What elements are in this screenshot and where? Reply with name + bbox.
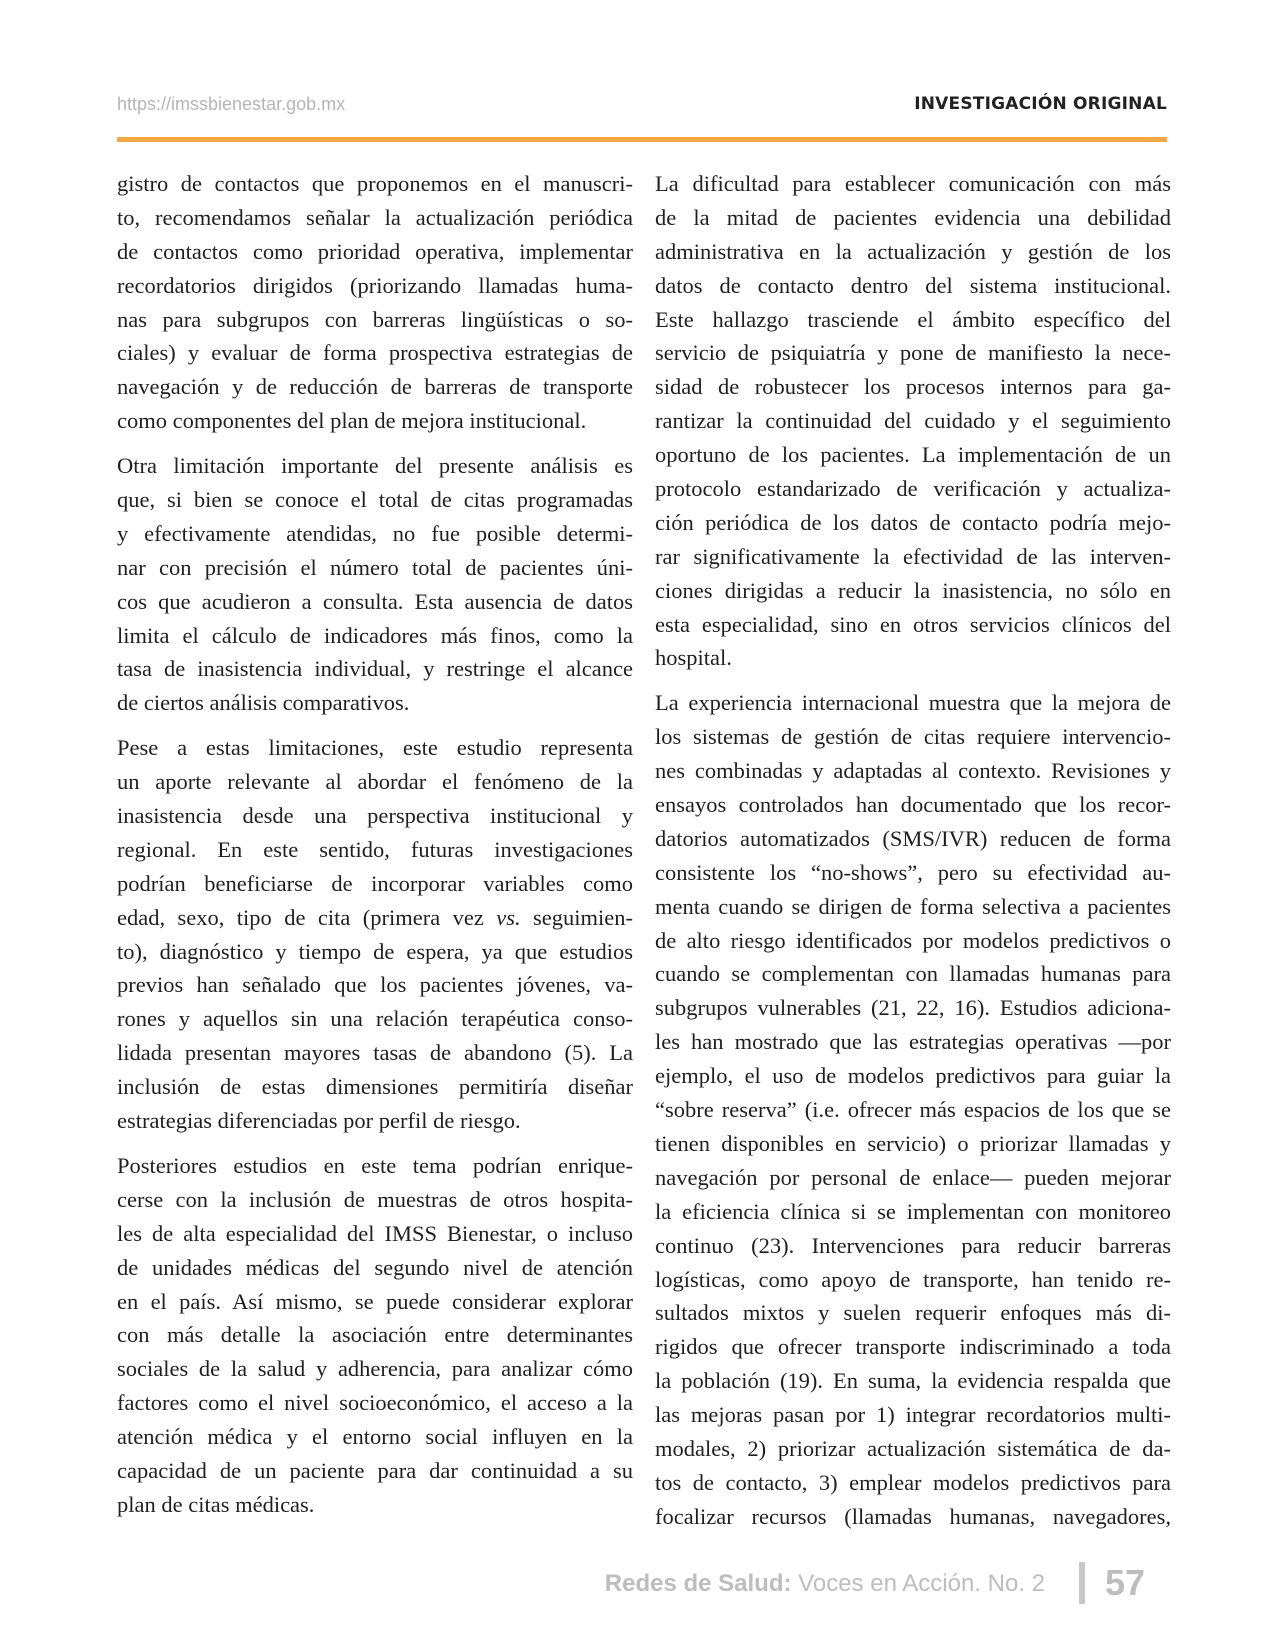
text-line: inclusión de estas dimensiones permitiría diseñar: [117, 1074, 633, 1100]
section-label: INVESTIGACIÓN ORIGINAL: [914, 94, 1167, 114]
text-line: atención médica y el entorno social influyen en la: [117, 1424, 633, 1450]
text-line: capacidad de un paciente para dar continuidad a su: [117, 1457, 633, 1483]
text-line: cuando se complementan con llamadas humanas para: [655, 961, 1171, 987]
text-line: protocolo estandarizado de verificación y actualiza-: [655, 476, 1171, 502]
text-line: rar significativamente la efectividad de las interven-: [655, 543, 1171, 569]
text-line: estrategias diferenciadas por perfil de riesgo.: [117, 1108, 521, 1134]
journal-name: Redes de Salud:: [604, 1570, 792, 1597]
text-line: inasistencia desde una perspectiva institucional y: [117, 803, 633, 829]
text-line: to, recomendamos señalar la actualización periódica: [117, 204, 633, 230]
text-line: rones y aquellos sin una relación terapéutica conso-: [117, 1006, 633, 1032]
text-line: focalizar recursos (llamadas humanas, navegadores,: [655, 1503, 1171, 1529]
text-line: plan de citas médicas.: [117, 1491, 315, 1517]
text-line: regional. En este sentido, futuras investigaciones: [117, 836, 633, 862]
text-line: los sistemas de gestión de citas requiere intervencio-: [655, 724, 1171, 750]
text-line: la población (19). En suma, la evidencia respalda que: [655, 1368, 1171, 1394]
text-line: hospital.: [655, 645, 732, 671]
text-line: factores como el nivel socioeconómico, el acceso a la: [117, 1390, 633, 1416]
text-line: modales, 2) priorizar actualización sistemática de da-: [655, 1435, 1171, 1461]
text-line: Otra limitación importante del presente análisis es: [117, 453, 633, 479]
paragraph: [655, 167, 1171, 675]
text-line: La dificultad para establecer comunicación con más: [655, 171, 1171, 196]
text-line: oportuno de los pacientes. La implementación de un: [655, 442, 1171, 468]
text-line: ciones dirigidas a reducir la inasistencia, no sólo en: [655, 577, 1171, 603]
text-line: tos de contacto, 3) emplear modelos predictivos para: [655, 1469, 1171, 1495]
text-line: servicio de psiquiatría y pone de manifiesto la nece-: [655, 340, 1171, 366]
text-line: rantizar la continuidad del cuidado y el seguimiento: [655, 408, 1171, 434]
text-line: de contactos como prioridad operativa, implementar: [117, 238, 633, 264]
text-line: cos que acudieron a consulta. Esta ausencia de datos: [117, 588, 633, 614]
text-line: recordatorios dirigidos (priorizando llamadas huma-: [117, 272, 633, 298]
left-column: [117, 167, 633, 1533]
text-line: limita el cálculo de indicadores más finos, como la: [117, 622, 633, 648]
text-line: ejemplo, el uso de modelos predictivos para guiar la: [655, 1063, 1171, 1089]
text-line: sidad de robustecer los procesos internos para ga-: [655, 374, 1171, 400]
text-line: de ciertos análisis comparativos.: [117, 690, 410, 716]
footer: [0, 1560, 1275, 1610]
text-line: la eficiencia clínica si se implementan con monitoreo: [655, 1198, 1171, 1224]
text-line: datorios automatizados (SMS/IVR) reducen de forma: [655, 825, 1171, 851]
footer-divider: [1079, 1562, 1085, 1604]
text-line: nes combinadas y adaptadas al contexto. Revisiones y: [655, 758, 1171, 784]
text-line: Pese a estas limitaciones, este estudio representa: [117, 735, 633, 761]
text-line: en el país. Así mismo, se puede considerar explorar: [117, 1288, 633, 1314]
text-line: menta cuando se dirigen de forma selectiva a pacientes: [655, 893, 1171, 919]
text-line: La experiencia internacional muestra que la mejora de: [655, 690, 1171, 716]
text-line: nar con precisión el número total de pacientes úni-: [117, 554, 633, 580]
paragraph: [117, 449, 633, 720]
text-line: navegación y de reducción de barreras de transporte: [117, 374, 633, 400]
text-line: de la mitad de pacientes evidencia una debilidad: [655, 204, 1171, 230]
text-line: con más detalle la asociación entre determinantes: [117, 1322, 633, 1348]
text-line: y efectivamente atendidas, no fue posible determi-: [117, 520, 633, 546]
footer-journal-title: [605, 1570, 1045, 1598]
right-column: [655, 167, 1171, 1545]
text-line: ción periódica de los datos de contacto podría mejo-: [655, 509, 1171, 535]
text-line: sultados mixtos y suelen requerir enfoques más di-: [655, 1300, 1171, 1326]
text-line: “sobre reserva” (i.e. ofrecer más espacios de los que se: [655, 1097, 1171, 1123]
text-line: cerse con la inclusión de muestras de otros hospita-: [117, 1186, 633, 1212]
text-line: tienen disponibles en servicio) o priorizar llamadas y: [655, 1130, 1171, 1156]
text-line: to), diagnóstico y tiempo de espera, ya que estudios: [117, 938, 633, 964]
text-line: de unidades médicas del segundo nivel de atención: [117, 1254, 633, 1280]
text-line: consistente los “no-shows”, pero su efectividad au-: [655, 859, 1171, 885]
header-url: https://imssbienestar.gob.mx: [117, 94, 346, 114]
text-line: tasa de inasistencia individual, y restringe el alcance: [117, 656, 633, 682]
text-line: lidada presentan mayores tasas de abandono (5). La: [117, 1040, 633, 1066]
text-line: subgrupos vulnerables (21, 22, 16). Estudios adiciona-: [655, 995, 1171, 1021]
text-line: previos han señalado que los pacientes jóvenes, va-: [117, 972, 633, 998]
text-line: administrativa en la actualización y gestión de los: [655, 238, 1171, 264]
text-line: de alto riesgo identificados por modelos predictivos o: [655, 927, 1171, 953]
text-line: que, si bien se conoce el total de citas programadas: [117, 487, 633, 513]
text-line: gistro de contactos que proponemos en el manuscri-: [117, 171, 633, 196]
text-line: esta especialidad, sino en otros servicios clínicos del: [655, 611, 1171, 637]
text-line: rigidos que ofrecer transporte indiscriminado a toda: [655, 1334, 1171, 1360]
paragraph: [117, 731, 633, 1138]
text-line: un aporte relevante al abordar el fenómeno de la: [117, 769, 633, 795]
text-line: ciales) y evaluar de forma prospectiva estrategias de: [117, 340, 633, 366]
text-line: podrían beneficiarse de incorporar variables como: [117, 870, 633, 896]
text-line: continuo (23). Intervenciones para reducir barreras: [655, 1232, 1171, 1258]
text-line: sociales de la salud y adherencia, para analizar cómo: [117, 1356, 633, 1382]
text-line: Posteriores estudios en este tema podrían enrique-: [117, 1152, 633, 1178]
text-line: les de alta especialidad del IMSS Bienestar, o incluso: [117, 1220, 633, 1246]
header-divider: [117, 137, 1167, 142]
paragraph: [117, 1149, 633, 1522]
text-line: edad, sexo, tipo de cita (primera vez vs. seguimien-: [117, 904, 633, 930]
text-line: navegación por personal de enlace— pueden mejorar: [655, 1164, 1171, 1190]
text-line: logísticas, como apoyo de transporte, han tenido re-: [655, 1266, 1171, 1292]
text-line: les han mostrado que las estrategias operativas —por: [655, 1029, 1171, 1055]
text-line: las mejoras pasan por 1) integrar recordatorios multi-: [655, 1402, 1171, 1428]
text-line: Este hallazgo trasciende el ámbito específico del: [655, 306, 1171, 332]
journal-issue: Voces en Acción. No. 2: [791, 1570, 1045, 1597]
italic-term: vs.: [496, 904, 521, 930]
text-line: ensayos controlados han documentado que los recor-: [655, 792, 1171, 818]
paragraph: [655, 686, 1171, 1533]
paragraph: [117, 167, 633, 438]
text-line: como componentes del plan de mejora institucional.: [117, 408, 587, 434]
page-number: 57: [1105, 1562, 1146, 1603]
text-line: nas para subgrupos con barreras lingüísticas o so-: [117, 306, 633, 332]
text-line: datos de contacto dentro del sistema institucional.: [655, 272, 1171, 298]
